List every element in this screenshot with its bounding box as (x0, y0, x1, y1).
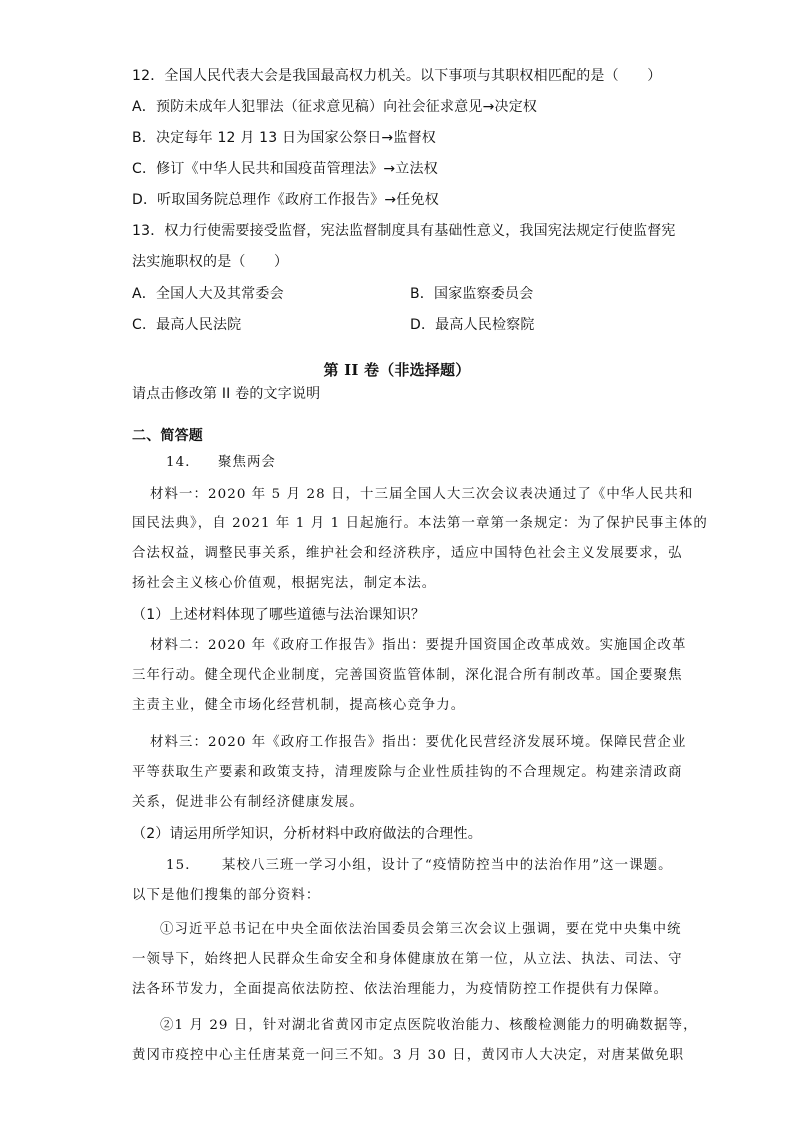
q15-item1-line2: 一领导下，始终把人民群众生命安全和身体健康放在第一位，从立法、执法、司法、守 (132, 952, 683, 967)
section-note: 请点击修改第 II 卷的文字说明 (132, 386, 321, 402)
q14-number: 14． (166, 455, 200, 470)
q15-item1-line3: 法各环节发力，全面提高依法防控、依法治理能力，为疫情防控工作提供有力保障。 (132, 982, 669, 997)
q14-material2-line1: 材料二：2020 年《政府工作报告》指出：要提升国资国企改革成效。实施国企改革 (150, 638, 687, 653)
q13-option-a: A．全国人大及其常委会 (132, 286, 284, 302)
q14-material1-line1-visible: 材料一：2020 年 5 月 28 日，十三届全国人大三次会议表决通过了《中华人民共和 (150, 487, 694, 502)
q13-option-d: D．最高人民检察院 (410, 317, 535, 333)
q14-material2-line3: 主责主业，健全市场化经营机制，提高核心竞争力。 (132, 698, 466, 713)
q13-stem-line2: 法实施职权的是（ ） (132, 254, 289, 270)
q14-material1-line4: 扬社会主义核心价值观，根据宪法，制定本法。 (132, 576, 437, 591)
q12-option-b: B．决定每年 12 月 13 日为国家公祭日→监督权 (132, 130, 436, 146)
q15-number: 15． (166, 858, 200, 873)
q12-option-a: A．预防未成年人犯罪法（征求意见稿）向社会征求意见→决定权 (132, 99, 538, 115)
q12-option-d: D．听取国务院总理作《政府工作报告》→任免权 (132, 192, 439, 208)
q13-option-b: B．国家监察委员会 (410, 286, 534, 302)
q14-sub1: （1）上述材料体现了哪些道德与法治课知识？ (132, 607, 426, 623)
q15-intro-line1: 某校八三班一学习小组，设计了“疫情防控当中的法治作用”这一课题。 (222, 858, 673, 873)
q14-material3-line1: 材料三：2020 年《政府工作报告》指出：要优化民营经济发展环境。保障民营企业 (150, 735, 687, 750)
q14-topic: 聚焦两会 (218, 455, 276, 470)
part-title: 二、简答题 (132, 428, 203, 444)
q13-stem-line1: 13．权力行使需要接受监督，宪法监督制度具有基础性意义，我国宪法规定行使监督宪 (132, 223, 676, 239)
q15-item2-line2: 黄冈市疫控中心主任唐某竟一问三不知。3 月 30 日，黄冈市人大决定，对唐某做免职 (132, 1048, 685, 1063)
q14-material1-line2: 国民法典》，自 2021 年 1 月 1 日起施行。本法第一章第一条规定：为了保护民事主体的 (132, 516, 708, 531)
q12-stem: 12．全国人民代表大会是我国最高权力机关。以下事项与其职权相匹配的是（ ） (132, 68, 662, 84)
q13-option-c: C．最高人民法院 (132, 317, 242, 333)
q14-sub2: （2）请运用所学知识，分析材料中政府做法的合理性。 (132, 826, 482, 842)
q14-material3-line2: 平等获取生产要素和政策支持，清理废除与企业性质挂钩的不合理规定。构建亲清政商 (132, 765, 683, 780)
q12-option-c: C．修订《中华人民共和国疫苗管理法》→立法权 (132, 161, 438, 177)
q15-item2-line1: ②1 月 29 日，针对湖北省黄冈市定点医院收治能力、核酸检测能力的明确数据等， (160, 1018, 698, 1033)
q15-item1-line1: ①习近平总书记在中央全面依法治国委员会第三次会议上强调，要在党中央集中统 (160, 922, 682, 937)
q14-material2-line2: 三年行动。健全现代企业制度，完善国资监管体制，深化混合所有制改革。国企要聚焦 (132, 668, 683, 683)
section-title: 第 II 卷（非选择题） (323, 361, 471, 379)
q15-intro-line2: 以下是他们搜集的部分资料： (132, 888, 321, 903)
q14-material3-line3: 关系，促进非公有制经济健康发展。 (132, 795, 364, 810)
q14-material1-line3: 合法权益，调整民事关系，维护社会和经济秩序，适应中国特色社会主义发展要求，弘 (132, 546, 683, 561)
